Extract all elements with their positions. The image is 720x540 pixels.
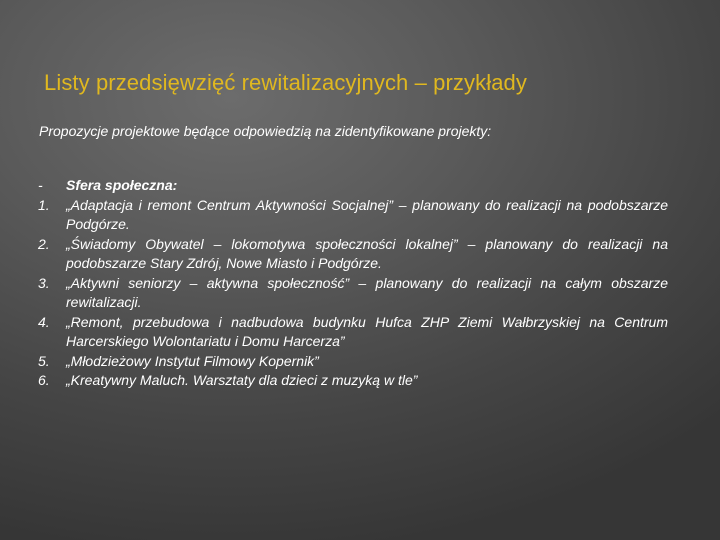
list-item-text: „Kreatywny Maluch. Warsztaty dla dzieci z muzyką w tle” bbox=[66, 372, 418, 388]
list-item bbox=[38, 274, 668, 313]
slide-subtitle: Propozycje projektowe będące odpowiedzią na zidentyfikowane projekty: bbox=[39, 123, 492, 139]
list-item-number: 2. bbox=[38, 235, 50, 252]
slide-title: Listy przedsięwzięć rewitalizacyjnych – przykłady bbox=[44, 70, 527, 95]
list-item-text: „Adaptacja i remont Centrum Aktywności Socjalnej” – planowany do realizacji na podobszarze Podgórze. bbox=[66, 196, 668, 232]
list-item-number: 3. bbox=[38, 274, 50, 291]
list-heading bbox=[38, 176, 668, 196]
list-item-text: „Remont, przebudowa i nadbudowa budynku Hufca ZHP Ziemi Wałbrzyskiej na Centrum Harcerskiego Wolontariatu i Domu Harcerza” bbox=[66, 313, 668, 349]
list-item-number: 4. bbox=[38, 313, 50, 330]
list-item-number: 5. bbox=[38, 352, 50, 369]
list-item-text: „Młodzieżowy Instytut Filmowy Kopernik” bbox=[66, 352, 319, 369]
list-item bbox=[38, 313, 668, 352]
list-item bbox=[38, 235, 668, 274]
list-heading-marker: - bbox=[38, 177, 43, 193]
list-item-number: 1. bbox=[38, 196, 50, 213]
project-list bbox=[38, 176, 668, 391]
list-item bbox=[38, 371, 668, 391]
list-item-number: 6. bbox=[38, 372, 50, 388]
list-item-text: „Aktywni seniorzy – aktywna społeczność” – planowany do realizacji na całym obszarze rewitalizacji. bbox=[66, 274, 668, 310]
list-heading-label: Sfera społeczna: bbox=[66, 177, 178, 193]
list-item bbox=[38, 352, 668, 372]
list-item-text: „Świadomy Obywatel – lokomotywa społeczności lokalnej” – planowany do realizacji na podobszarze Stary Zdrój, Nowe Miasto i Podgórze. bbox=[66, 235, 668, 271]
list-item bbox=[38, 196, 668, 235]
